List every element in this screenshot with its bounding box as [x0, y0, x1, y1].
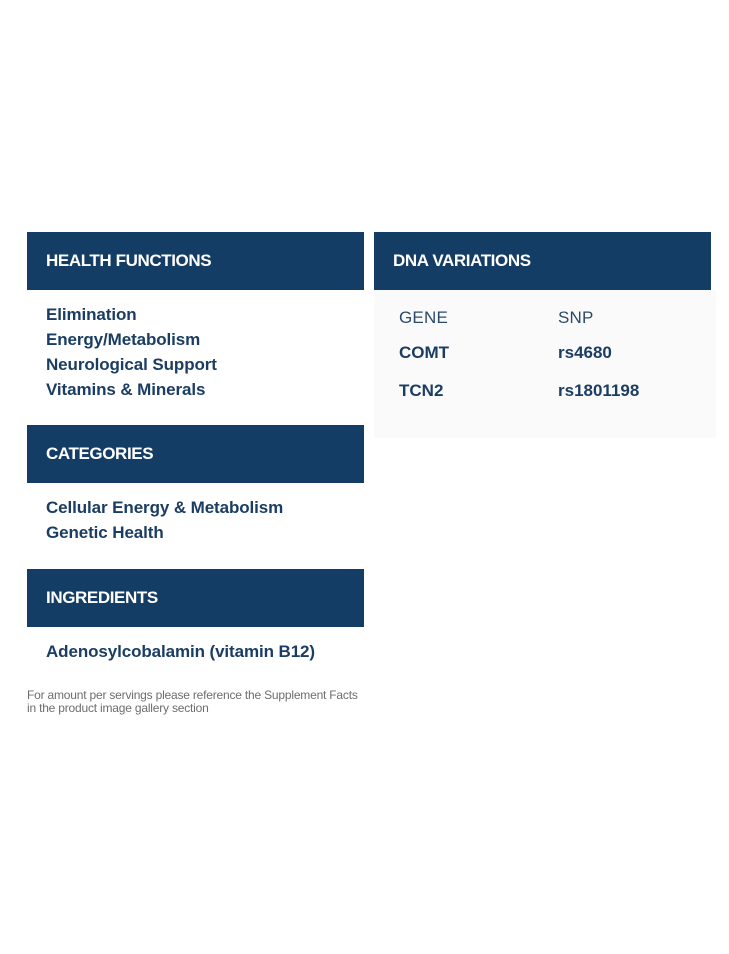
dna-variations-table	[374, 290, 716, 438]
list-item: Adenosylcobalamin (vitamin B12)	[46, 642, 315, 661]
dna-variations-title: DNA VARIATIONS	[393, 251, 531, 270]
health-functions-list	[27, 290, 364, 425]
table-row	[399, 334, 716, 372]
table-row	[399, 372, 716, 410]
ingredients-list	[27, 627, 364, 687]
ingredients-title: INGREDIENTS	[46, 588, 158, 607]
dna-variations-header	[374, 232, 711, 290]
list-item: Energy/Metabolism	[46, 330, 201, 349]
gene-column-header: GENE	[399, 308, 448, 327]
table-header-row	[399, 305, 716, 331]
list-item: Elimination	[46, 305, 137, 324]
right-column	[374, 232, 711, 438]
ingredients-header	[27, 569, 364, 627]
snp-cell: rs4680	[558, 343, 612, 362]
categories-header	[27, 425, 364, 483]
categories-list	[27, 483, 364, 569]
left-column	[27, 232, 364, 714]
list-item: Genetic Health	[46, 523, 164, 542]
health-functions-title: HEALTH FUNCTIONS	[46, 251, 212, 270]
list-item: Vitamins & Minerals	[46, 380, 206, 399]
gene-cell: TCN2	[399, 381, 444, 400]
snp-column-header: SNP	[558, 308, 594, 327]
list-item: Cellular Energy & Metabolism	[46, 498, 284, 517]
categories-title: CATEGORIES	[46, 444, 154, 463]
supplement-facts-note: For amount per servings please reference the Supplement Facts in the product image gallery section	[27, 688, 358, 715]
gene-cell: COMT	[399, 343, 450, 362]
list-item: Neurological Support	[46, 355, 217, 374]
health-functions-header	[27, 232, 364, 290]
snp-cell: rs1801198	[558, 381, 640, 400]
